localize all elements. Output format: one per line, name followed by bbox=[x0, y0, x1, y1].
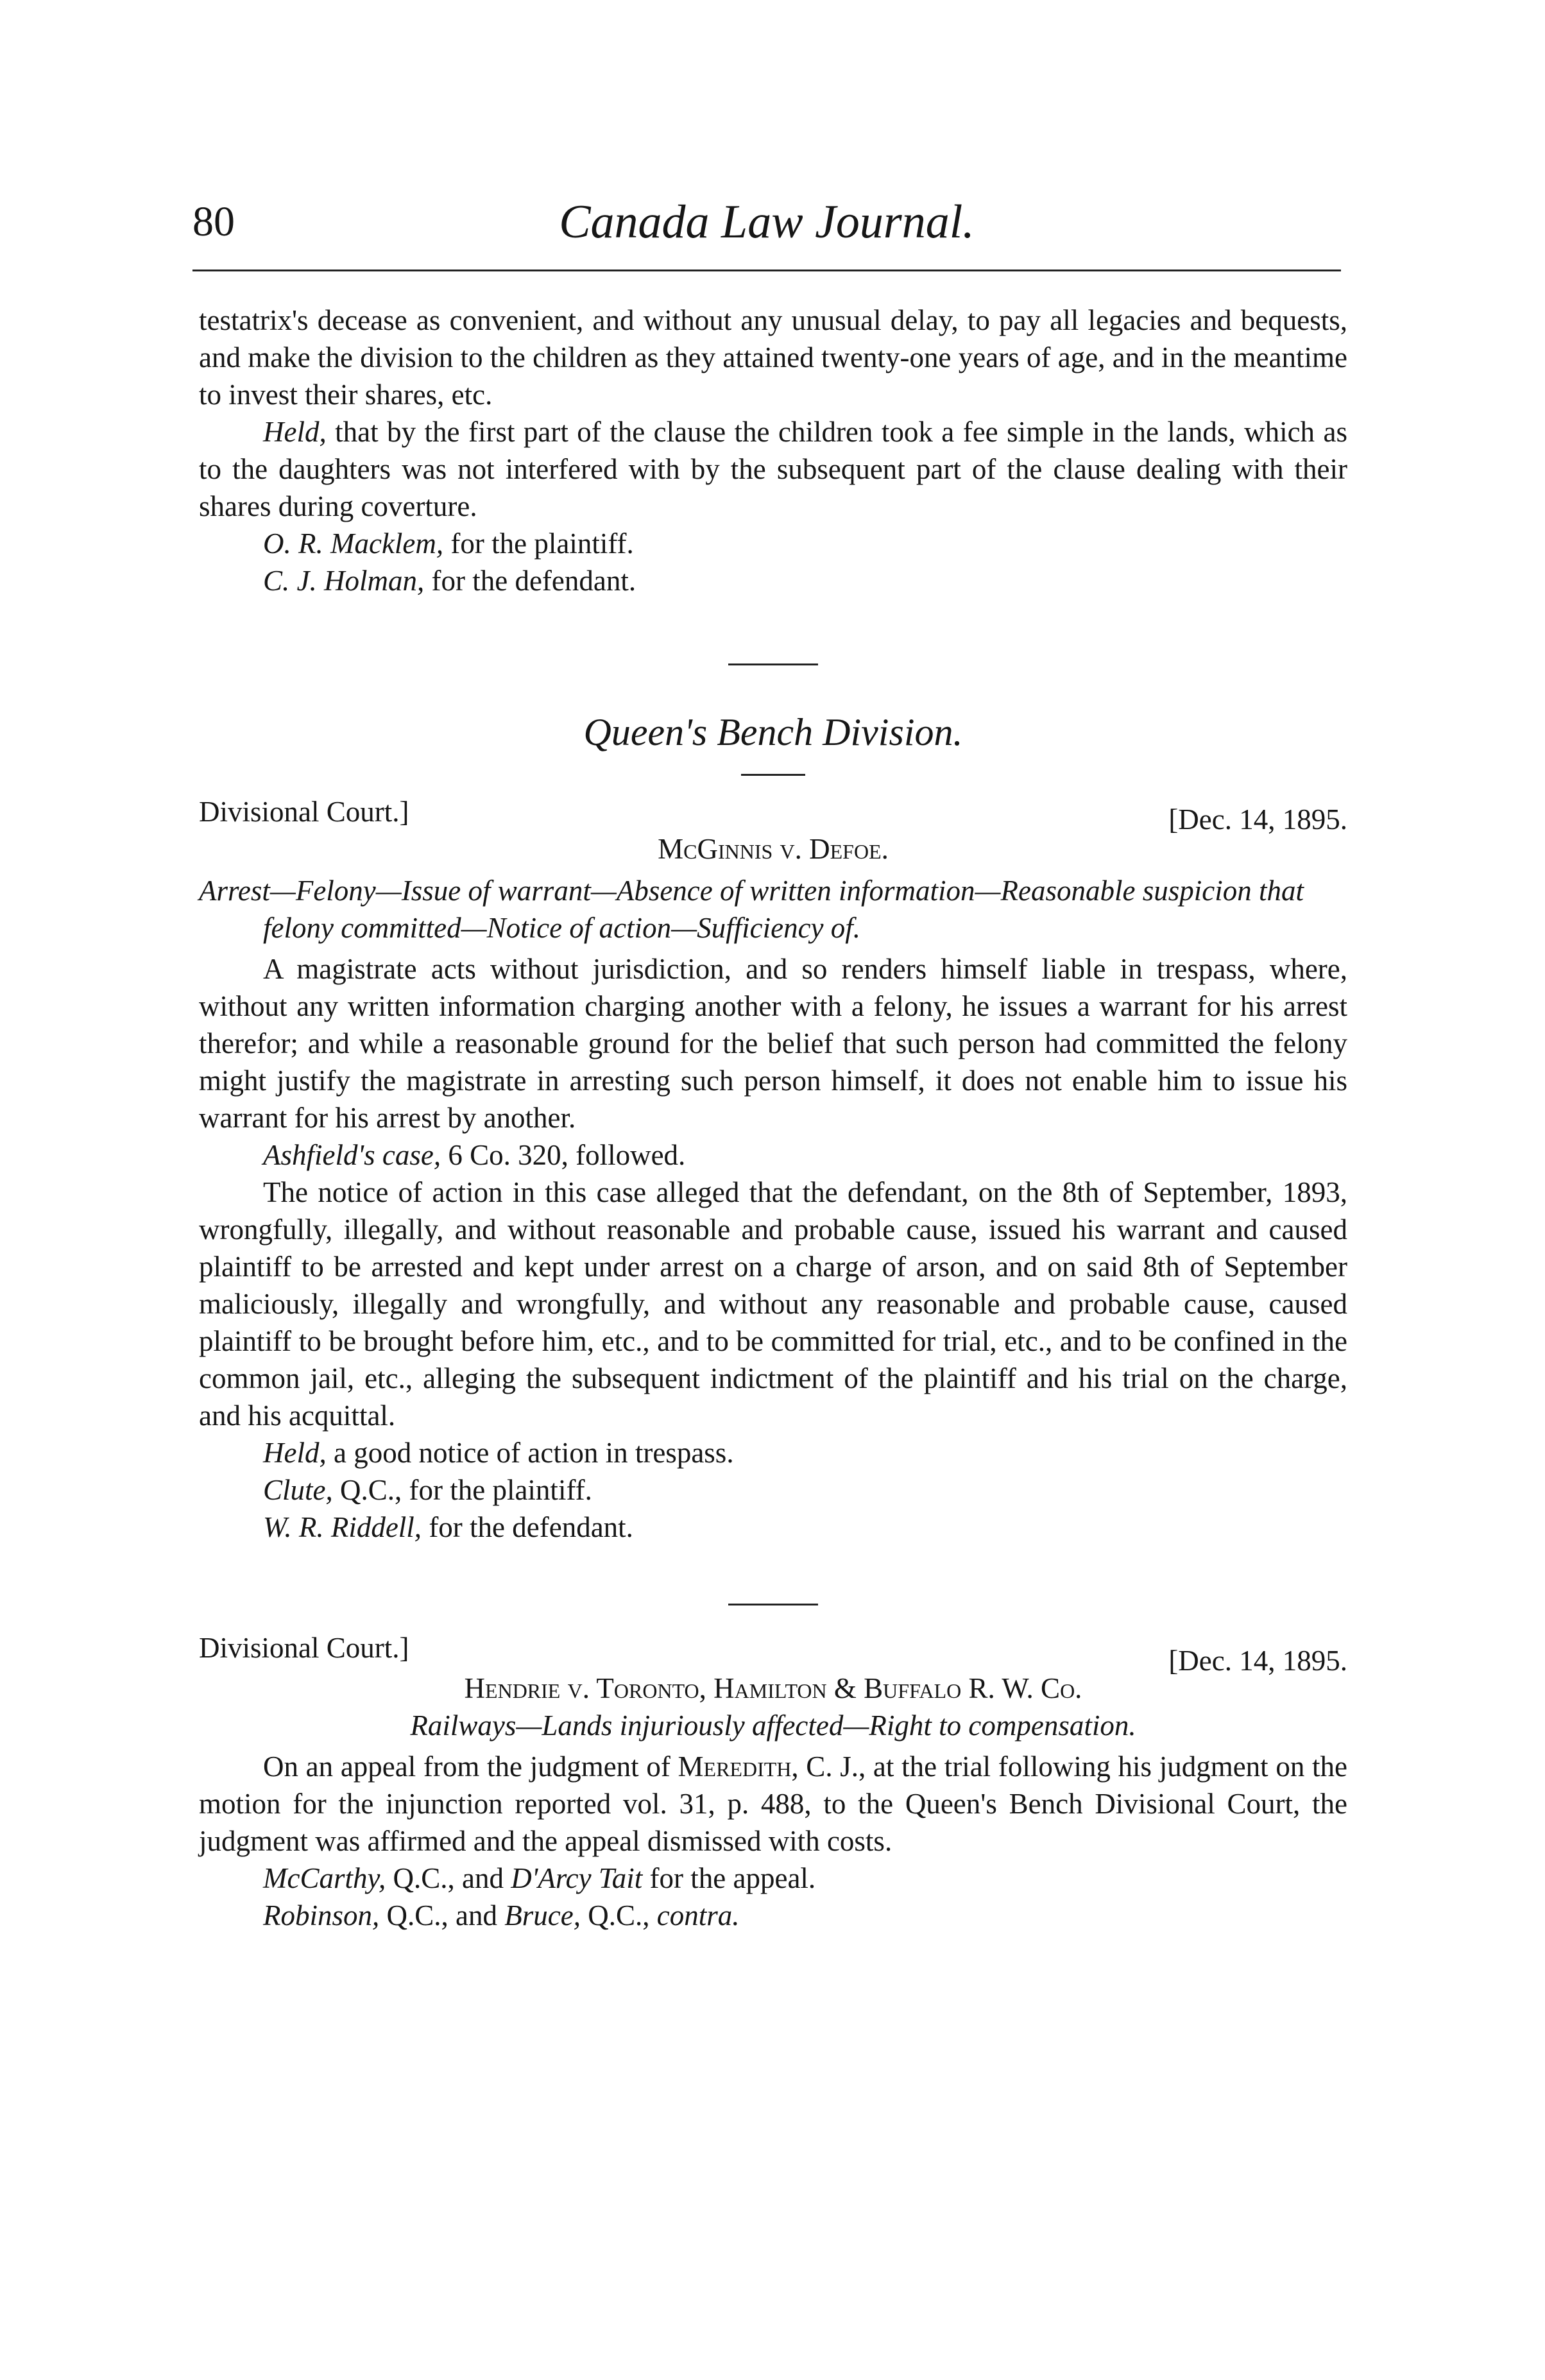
counsel-role: contra. bbox=[656, 1899, 740, 1931]
counsel-role: Q.C., for the plaintiff. bbox=[332, 1474, 592, 1506]
counsel-appellant bbox=[199, 1860, 1347, 1897]
held-text: that by the first part of the clause the children took a fee simple in the lands, which as to the daughters was not interfered with by the subsequent part of the clause dealing with their shares during coverture. bbox=[199, 416, 1347, 522]
case-paragraph: A magistrate acts without jurisdiction, and so renders himself liable in trespass, where, without any written information charging another with a felony, he issues a warrant for his arrest therefor; and while a reasonable ground for the belief that such person had committed the felony might justify the magistrate in arresting such person himself, it does not enable him to issue his warrant for his arrest by another. bbox=[199, 953, 1347, 1134]
paragraph-text: On an appeal from the judgment of bbox=[263, 1751, 678, 1783]
case-date: [Dec. 14, 1895. bbox=[1168, 1645, 1347, 1677]
counsel-name: O. R. Macklem, bbox=[263, 527, 444, 560]
case-title: McGinnis v. Defoe. bbox=[658, 833, 889, 865]
paragraph-text: , C. J., at the trial following his judgment on the motion for the injunction reported vol. 31, p. 488, to the Queen's Bench Divisional Court, the judgment was affirmed and the appeal dismissed with costs. bbox=[199, 1751, 1348, 1857]
case-headnote: Railways—Lands injuriously affected—Right to compensation. bbox=[410, 1709, 1136, 1742]
counsel-name: C. J. Holman, bbox=[263, 565, 425, 597]
counsel-role: for the appeal. bbox=[642, 1862, 816, 1894]
counsel-text: Q.C., bbox=[580, 1899, 657, 1931]
citation-name: Ashfield's case, bbox=[263, 1139, 441, 1171]
counsel-respondent bbox=[199, 1897, 1347, 1934]
section-divider bbox=[728, 663, 818, 665]
counsel-text: Q.C., and bbox=[379, 1899, 505, 1931]
title-divider bbox=[741, 774, 805, 776]
counsel-plaintiff bbox=[199, 525, 1347, 562]
case-paragraph: The notice of action in this case alleged that the defendant, on the 8th of September, 1893, wrongfully, illegally, and without reasonable and probable cause, issued his warrant and caused plaintiff to be arrested and kept under arrest on a charge of arson, and on said 8th of September maliciously, illegally and wrongfully, and without any reasonable and probable cause, caused plaintiff to be brought before him, etc., and to be committed for trial, etc., and to be confined in the common jail, etc., alleging the subsequent indictment of the plaintiff and his trial on the charge, and his acquittal. bbox=[199, 1176, 1347, 1432]
held-text: a good notice of action in trespass. bbox=[326, 1437, 734, 1469]
held-word: Held, bbox=[263, 1437, 327, 1469]
counsel-role: for the plaintiff. bbox=[443, 527, 634, 560]
counsel-text: Q.C., and bbox=[386, 1862, 511, 1894]
court-name: Divisional Court.] bbox=[199, 796, 409, 828]
counsel-name: W. R. Riddell, bbox=[263, 1511, 422, 1543]
counsel-name: D'Arcy Tait bbox=[511, 1862, 643, 1894]
case-paragraph bbox=[199, 1748, 1347, 1860]
case-heading bbox=[199, 1631, 1347, 1677]
counsel-defendant bbox=[199, 562, 1347, 599]
held-paragraph bbox=[199, 413, 1347, 525]
counsel-plaintiff bbox=[199, 1471, 1347, 1509]
citation-rest: 6 Co. 320, followed. bbox=[441, 1139, 686, 1171]
case-date: [Dec. 14, 1895. bbox=[1168, 803, 1347, 835]
counsel-name: Clute, bbox=[263, 1474, 333, 1506]
case-headnote: Arrest—Felony—Issue of warrant—Absence of written information—Reasonable suspicion that felony committed—Notice of action—Sufficiency of. bbox=[199, 875, 1304, 944]
counsel-name: Robinson, bbox=[263, 1899, 380, 1931]
counsel-name: McCarthy, bbox=[263, 1862, 386, 1894]
citation bbox=[199, 1136, 1347, 1174]
counsel-name: Bruce, bbox=[504, 1899, 581, 1931]
page-header bbox=[192, 193, 1341, 271]
page-number: 80 bbox=[192, 198, 235, 245]
page-body bbox=[199, 302, 1347, 1934]
counsel-role: for the defendant. bbox=[424, 565, 636, 597]
court-name: Divisional Court.] bbox=[199, 1632, 409, 1664]
case-heading bbox=[199, 795, 1347, 866]
held-paragraph bbox=[199, 1434, 1347, 1471]
counsel-defendant bbox=[199, 1509, 1347, 1546]
journal-title: Canada Law Journal. bbox=[559, 196, 975, 248]
held-word: Held, bbox=[263, 416, 327, 448]
section-title: Queen's Bench Division. bbox=[583, 711, 963, 753]
counsel-role: for the defendant. bbox=[422, 1511, 633, 1543]
continued-paragraph: testatrix's decease as convenient, and without any unusual delay, to pay all legacies and bequests, and make the division to the children as they attained twenty-one years of age, and in the meantime to invest their shares, etc. bbox=[199, 304, 1347, 411]
judge-name: Meredith bbox=[678, 1751, 792, 1783]
case-title: Hendrie v. Toronto, Hamilton & Buffalo R. W. Co. bbox=[464, 1672, 1082, 1704]
